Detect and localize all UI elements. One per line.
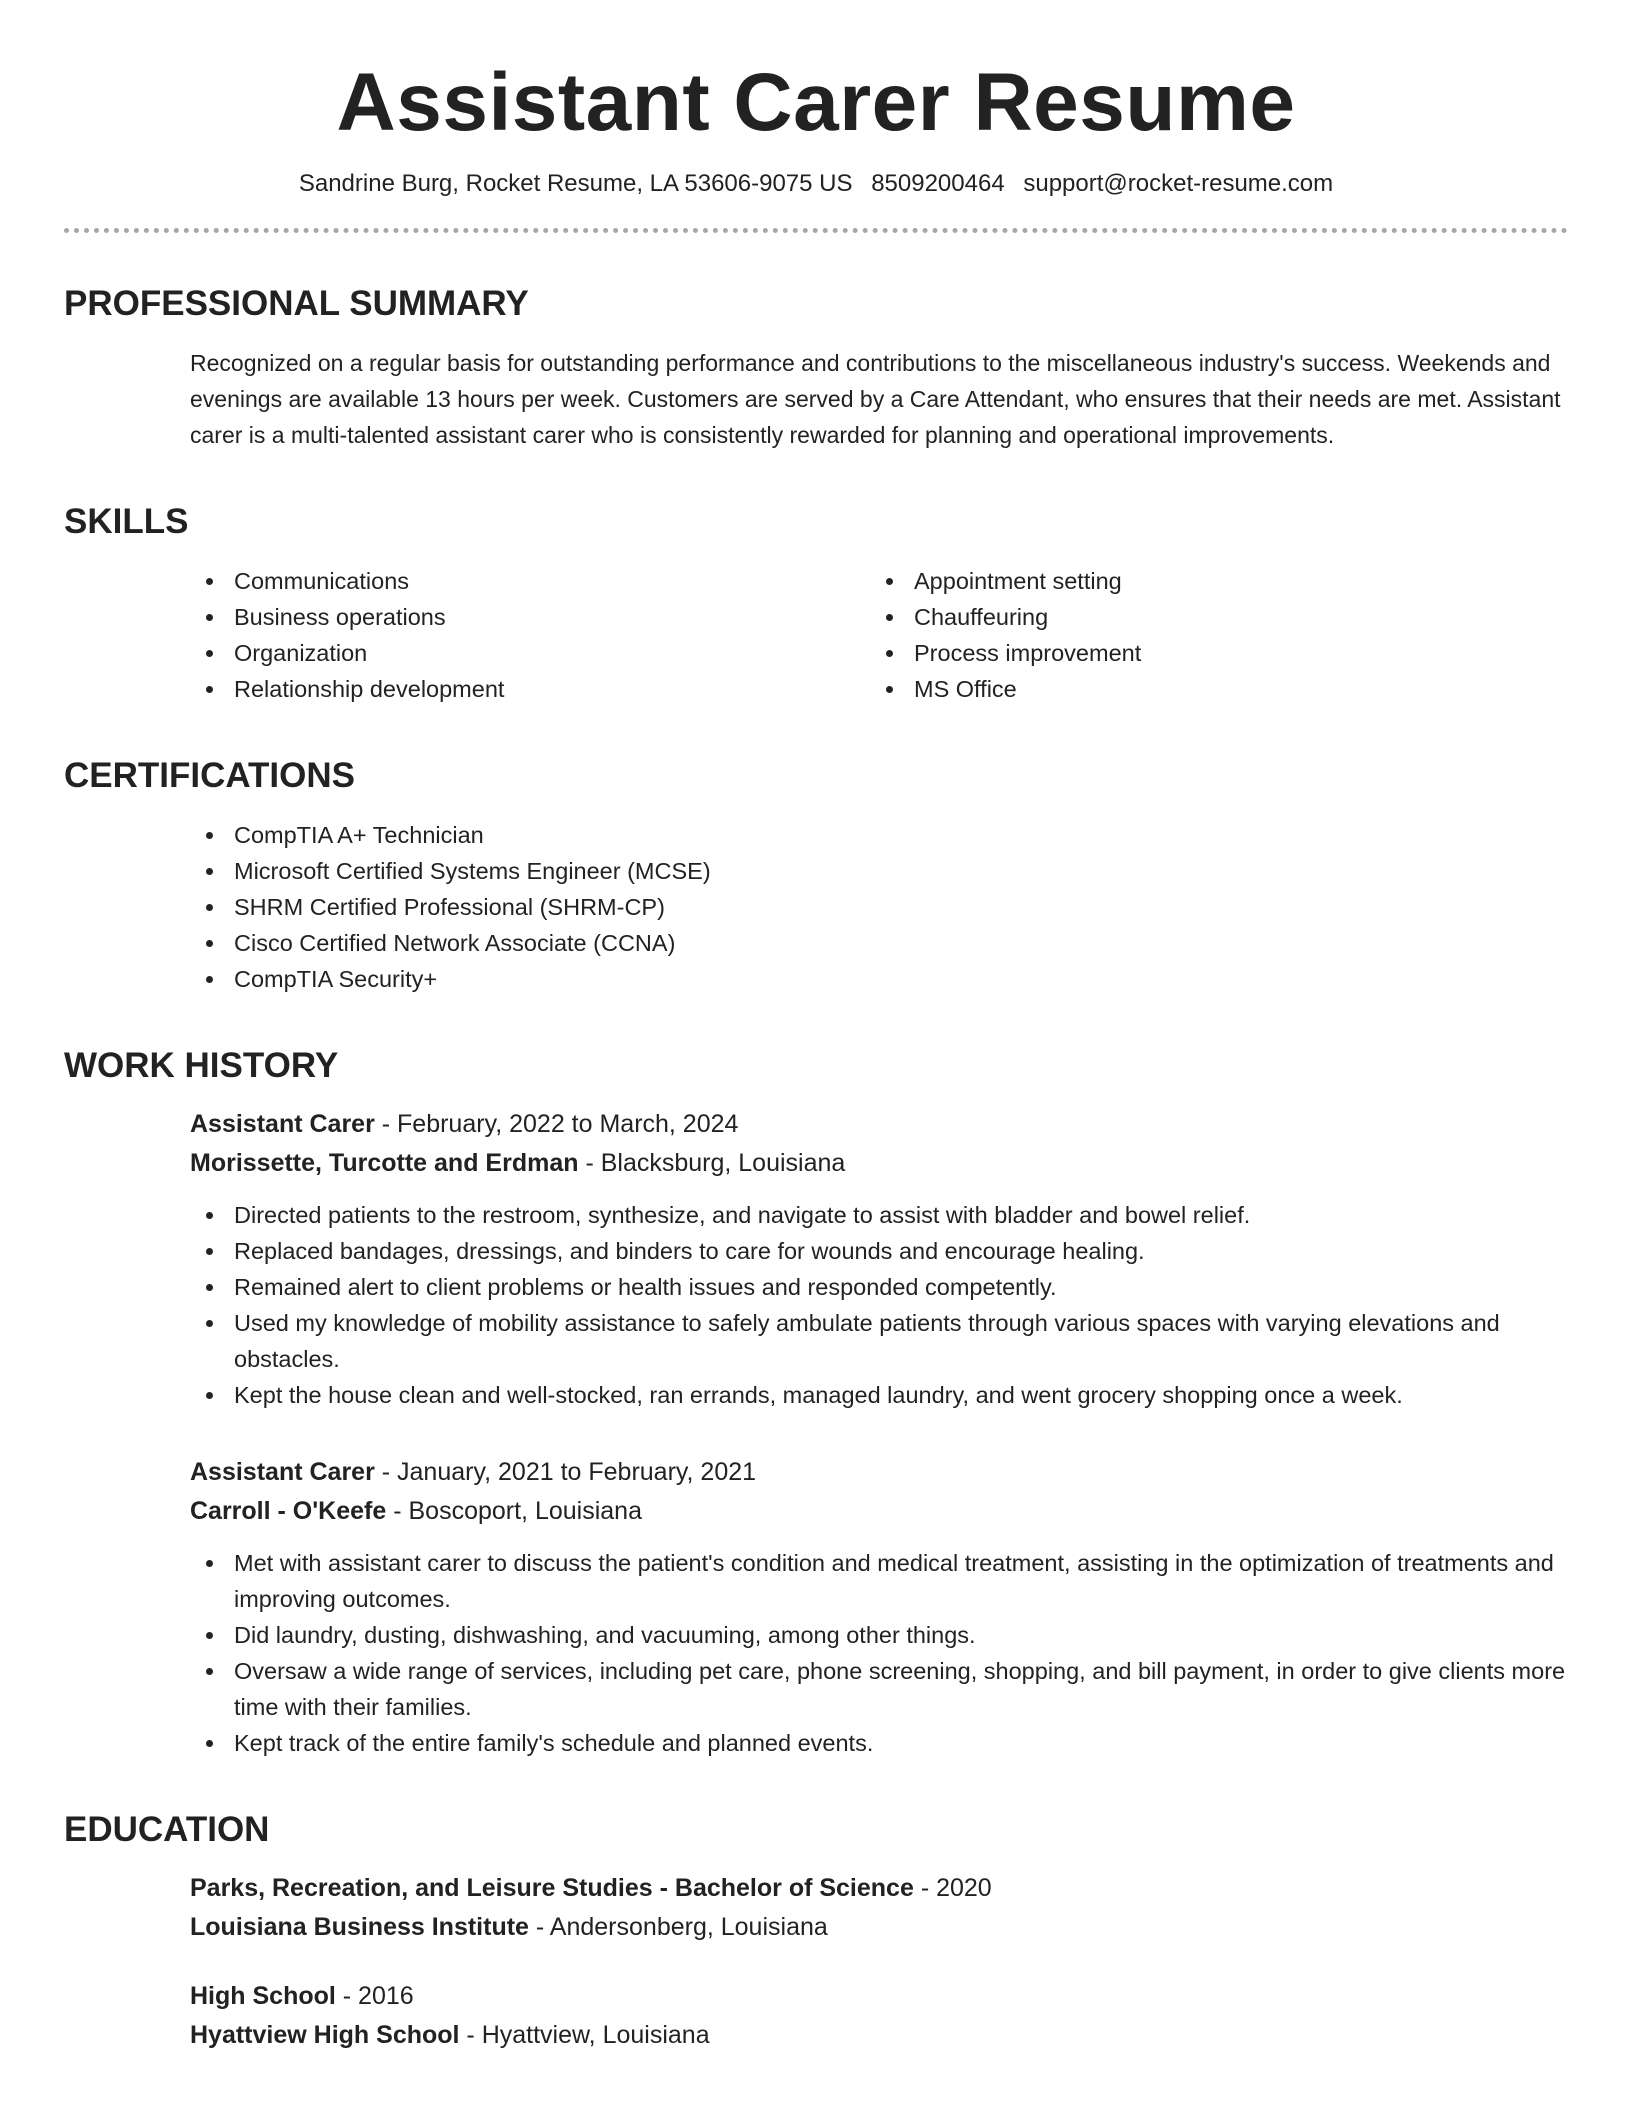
contact-line: [64, 170, 1568, 198]
education-entry: [64, 1869, 1568, 1947]
job-duties-list: [190, 1197, 1568, 1413]
education-degree-line: High School - 2016: [190, 1982, 414, 2011]
job-duties-list: [190, 1545, 1568, 1761]
job-title-line: Assistant Carer - February, 2022 to March, 2024: [190, 1110, 739, 1139]
work-history-heading: WORK HISTORY: [64, 1046, 339, 1086]
certification-item: SHRM Certified Professional (SHRM-CP): [190, 889, 1568, 925]
education-location: Andersonberg, Louisiana: [549, 1913, 828, 1942]
education-location: Hyattview, Louisiana: [481, 2021, 710, 2050]
certification-item: CompTIA A+ Technician: [190, 817, 1568, 853]
job-location: Blacksburg, Louisiana: [600, 1149, 846, 1178]
education-section: [64, 1809, 1568, 2055]
job-location: Boscoport, Louisiana: [408, 1497, 642, 1526]
education-school-line: Hyattview High School - Hyattview, Louisiana: [190, 2021, 710, 2050]
skill-item: Process improvement: [870, 635, 1550, 671]
contact-address: Sandrine Burg, Rocket Resume, LA 53606-9075 US: [298, 170, 853, 198]
job-entry: [64, 1453, 1568, 1761]
job-duty: Directed patients to the restroom, synthesize, and navigate to assist with bladder and bowel relief.: [190, 1197, 1568, 1233]
header-divider: [64, 228, 1568, 233]
education-school-line: Louisiana Business Institute - Andersonberg, Louisiana: [190, 1913, 828, 1942]
job-entry: [64, 1105, 1568, 1413]
job-duty: Did laundry, dusting, dishwashing, and vacuuming, among other things.: [190, 1617, 1568, 1653]
education-degree: High School: [190, 1982, 336, 2011]
job-duty: Used my knowledge of mobility assistance to safely ambulate patients through various spaces with varying elevations and obstacles.: [190, 1305, 1568, 1377]
summary-section: [64, 283, 1568, 453]
education-degree-line: Parks, Recreation, and Leisure Studies - Bachelor of Science - 2020: [190, 1874, 992, 1903]
education-heading: EDUCATION: [64, 1810, 270, 1850]
job-title: Assistant Carer: [190, 1458, 375, 1487]
skill-item: Appointment setting: [870, 563, 1550, 599]
summary-heading: PROFESSIONAL SUMMARY: [64, 284, 529, 324]
work-history-section: [64, 1045, 1568, 1761]
job-duty: Replaced bandages, dressings, and binders to care for wounds and encourage healing.: [190, 1233, 1568, 1269]
education-school: Louisiana Business Institute: [190, 1913, 529, 1942]
skill-item: Communications: [190, 563, 870, 599]
skill-item: MS Office: [870, 671, 1550, 707]
job-duty: Kept the house clean and well-stocked, ran errands, managed laundry, and went grocery shopping once a week.: [190, 1377, 1568, 1413]
job-dates: January, 2021 to February, 2021: [397, 1458, 757, 1487]
education-degree: Parks, Recreation, and Leisure Studies - Bachelor of Science: [190, 1874, 914, 1903]
education-entry: [64, 1977, 1568, 2055]
job-company: Morissette, Turcotte and Erdman: [190, 1149, 579, 1178]
skills-section: [64, 501, 1568, 707]
job-header: [190, 1105, 1568, 1183]
job-duty: Oversaw a wide range of services, including pet care, phone screening, shopping, and bill payment, in order to give clients more time with their families.: [190, 1653, 1568, 1725]
education-year: 2020: [936, 1874, 992, 1903]
skills-columns: [64, 563, 1568, 707]
certification-item: Microsoft Certified Systems Engineer (MCSE): [190, 853, 1568, 889]
job-title: Assistant Carer: [190, 1110, 375, 1139]
certification-item: CompTIA Security+: [190, 961, 1568, 997]
job-header: [190, 1453, 1568, 1531]
job-company-line: Morissette, Turcotte and Erdman - Blacksburg, Louisiana: [190, 1149, 846, 1178]
skills-heading: SKILLS: [64, 502, 189, 542]
certifications-heading: CERTIFICATIONS: [64, 756, 356, 796]
certification-item: Cisco Certified Network Associate (CCNA): [190, 925, 1568, 961]
skill-item: Chauffeuring: [870, 599, 1550, 635]
job-duty: Met with assistant carer to discuss the patient's condition and medical treatment, assisting in the optimization of treatments and improving outcomes.: [190, 1545, 1568, 1617]
skill-item: Organization: [190, 635, 870, 671]
skills-list-left: [190, 563, 870, 707]
skills-list-right: [870, 563, 1550, 707]
job-dates: February, 2022 to March, 2024: [397, 1110, 739, 1139]
certifications-section: [64, 755, 1568, 997]
skill-item: Business operations: [190, 599, 870, 635]
skill-item: Relationship development: [190, 671, 870, 707]
job-company-line: Carroll - O'Keefe - Boscoport, Louisiana: [190, 1497, 642, 1526]
education-year: 2016: [358, 1982, 414, 2011]
job-company: Carroll - O'Keefe: [190, 1497, 387, 1526]
education-school: Hyattview High School: [190, 2021, 460, 2050]
contact-phone: 8509200464: [871, 170, 1005, 198]
certifications-list: [64, 817, 1568, 997]
contact-email: support@rocket-resume.com: [1023, 170, 1334, 198]
job-duty: Kept track of the entire family's schedule and planned events.: [190, 1725, 1568, 1761]
summary-text: Recognized on a regular basis for outstanding performance and contributions to the miscellaneous industry's success. Weekends and evenings are available 13 hours per week. Customers are served by a Care Attendant, who ensures that their needs are met. Assistant carer is a multi-talented assistant carer who is consistently rewarded for planning and operational improvements.: [190, 350, 1561, 449]
job-duty: Remained alert to client problems or health issues and responded competently.: [190, 1269, 1568, 1305]
job-title-line: Assistant Carer - January, 2021 to February, 2021: [190, 1458, 757, 1487]
resume-title: Assistant Carer Resume: [336, 57, 1296, 148]
